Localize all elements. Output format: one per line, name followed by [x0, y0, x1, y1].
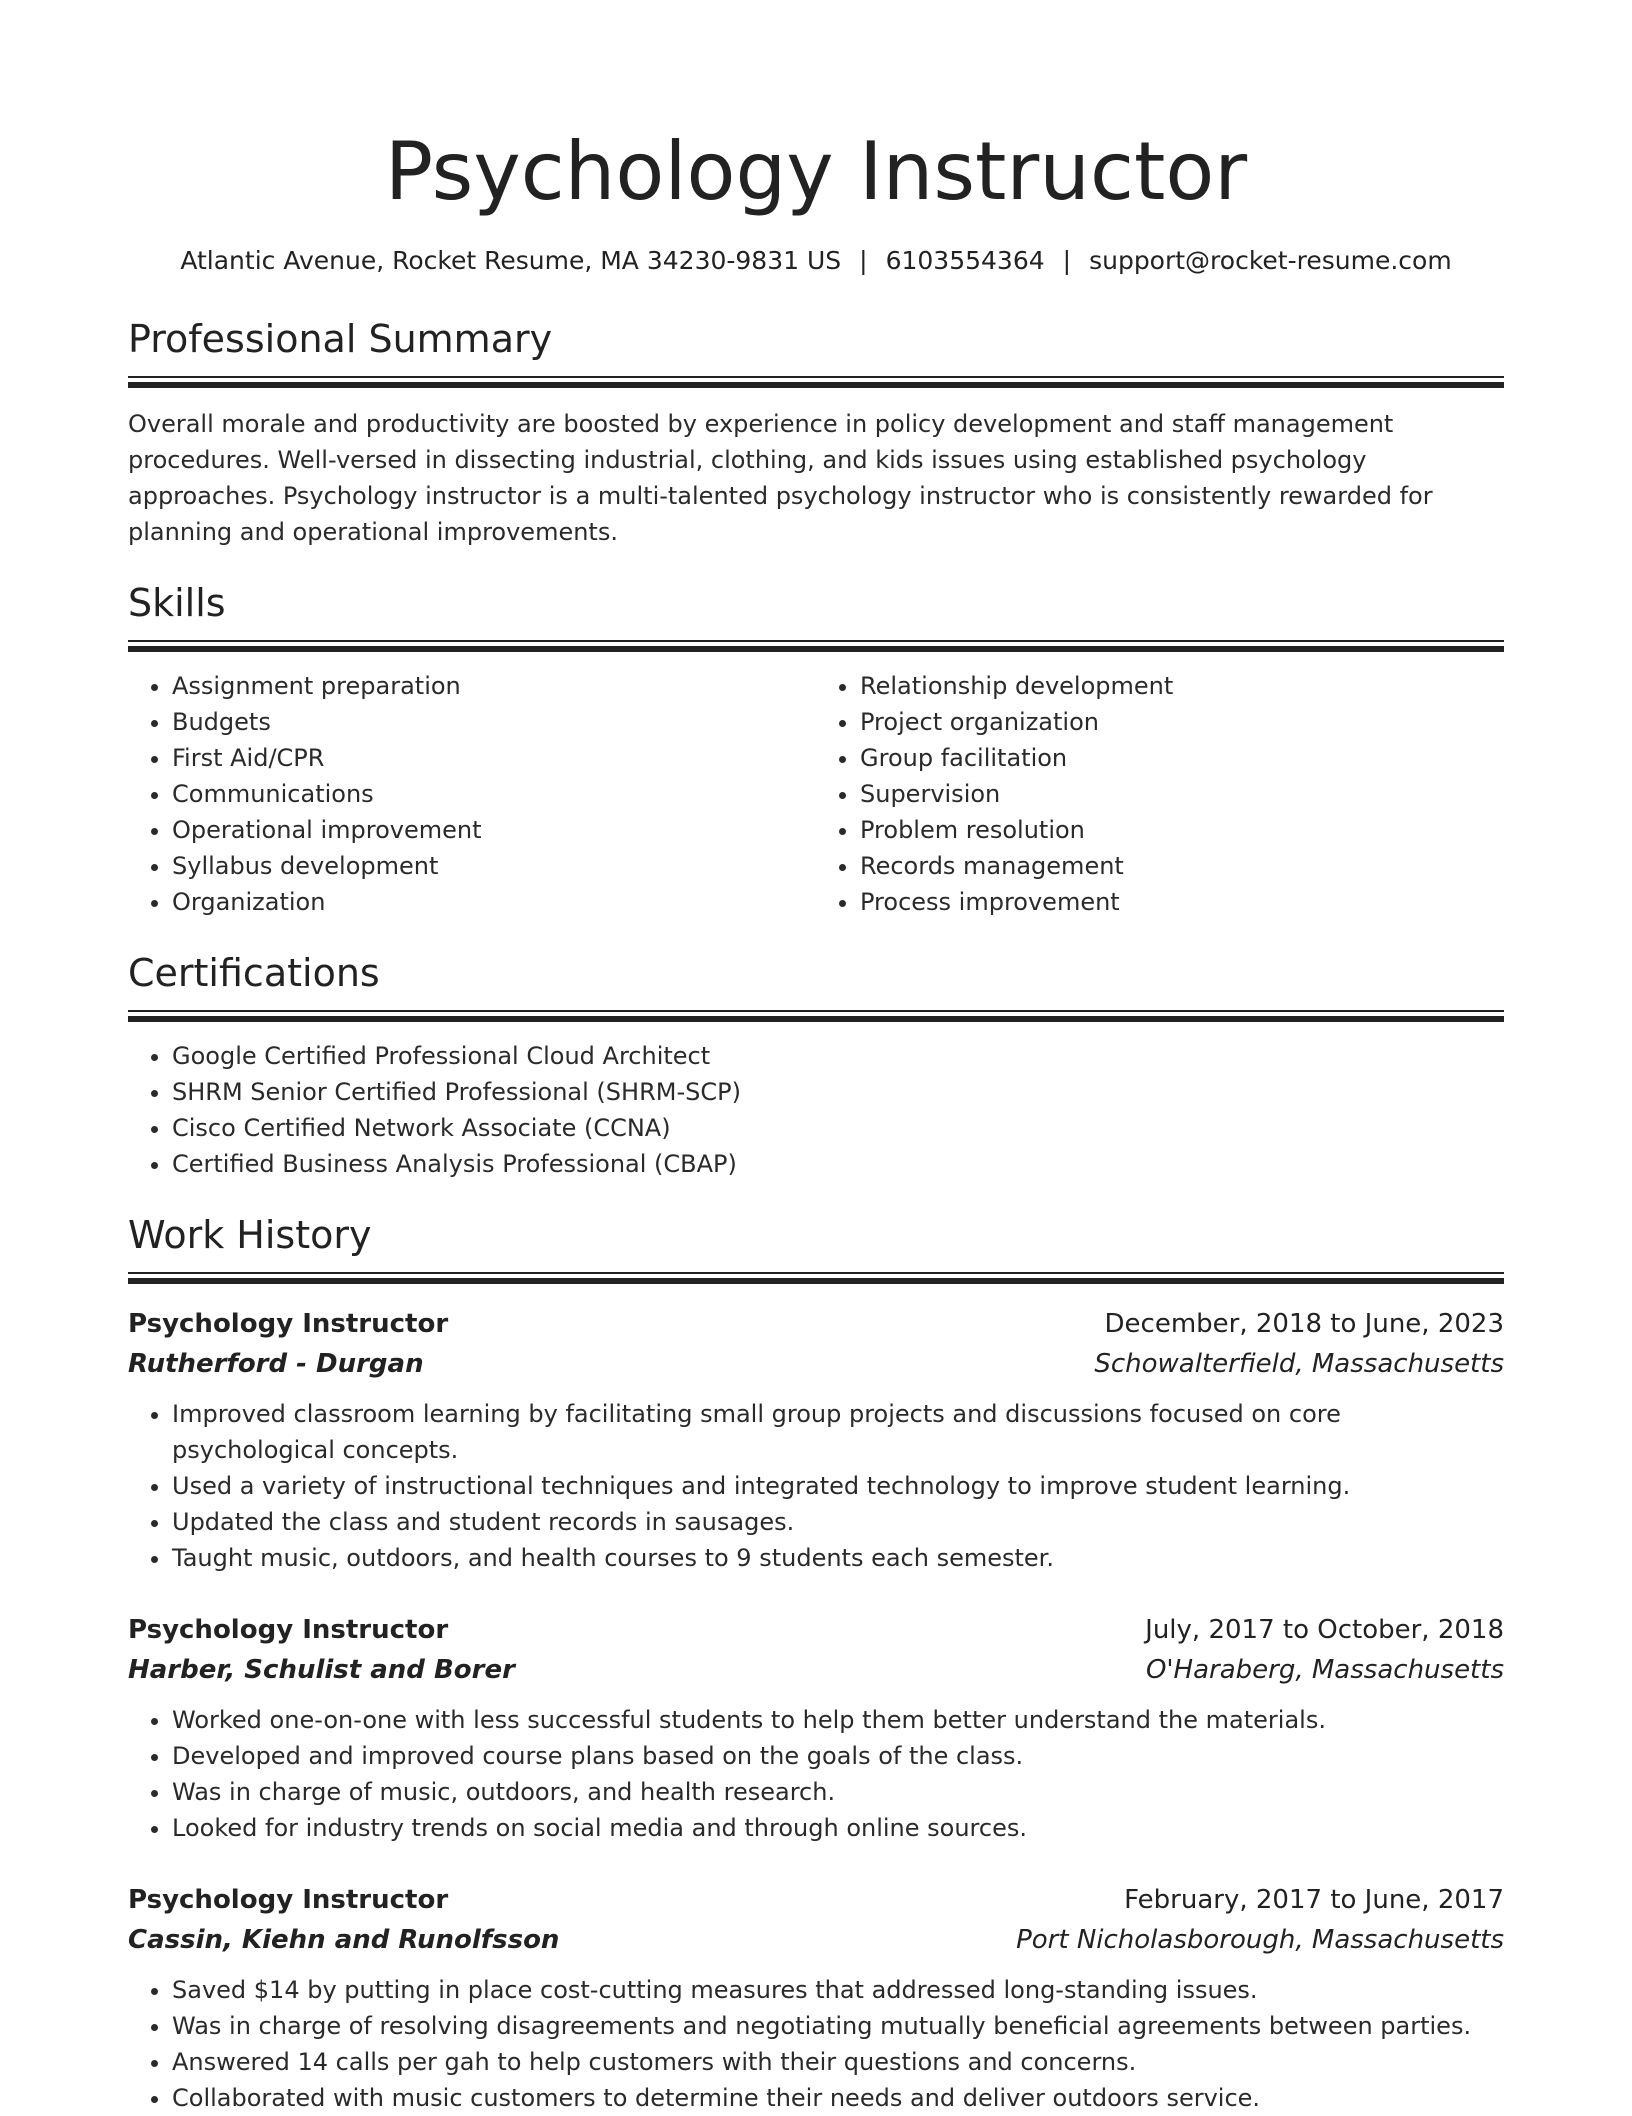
- job-bullets: [128, 1972, 1504, 2116]
- section-divider: [128, 1272, 1504, 1284]
- job-company-row: [128, 1920, 1504, 1960]
- job-bullet: • Saved $14 by putting in place cost-cutting measures that addressed long-standing issues.: [172, 1972, 1504, 2008]
- job-entry: [128, 1610, 1504, 1846]
- summary-section: [128, 316, 1504, 550]
- resume-title: Psychology Instructor: [384, 125, 1248, 218]
- certification-item: • SHRM Senior Certified Professional (SHRM-SCP): [172, 1074, 1504, 1110]
- certifications-list: [128, 1038, 1504, 1182]
- job-bullet: • Updated the class and student records in sausages.: [172, 1504, 1504, 1540]
- job-company: Cassin, Kiehn and Runolfsson: [128, 1925, 560, 1955]
- job-dates: February, 2017 to June, 2017: [1124, 1885, 1504, 1915]
- skills-heading: Skills: [128, 581, 226, 625]
- skill-item: • Relationship development: [860, 668, 1504, 704]
- job-title: Psychology Instructor: [128, 1309, 449, 1339]
- summary-heading: Professional Summary: [128, 317, 553, 361]
- contact-phone: 6103554364: [885, 246, 1045, 275]
- skill-item: • Process improvement: [860, 884, 1504, 920]
- job-bullet: • Developed and improved course plans based on the goals of the class.: [172, 1738, 1504, 1774]
- job-company-row: [128, 1344, 1504, 1384]
- job-location: Schowalterfield, Massachusetts: [1094, 1349, 1504, 1379]
- section-divider: [128, 640, 1504, 652]
- section-divider: [128, 376, 1504, 388]
- job-bullet: • Answered 14 calls per gah to help customers with their questions and concerns.: [172, 2044, 1504, 2080]
- job-dates: December, 2018 to June, 2023: [1104, 1309, 1504, 1339]
- certification-item: • Cisco Certified Network Associate (CCNA): [172, 1110, 1504, 1146]
- contact-address: Atlantic Avenue, Rocket Resume, MA 34230-9831 US: [180, 246, 842, 275]
- resume-page: [128, 0, 1504, 2116]
- certifications-heading: Certifications: [128, 951, 380, 995]
- job-header-row: [128, 1610, 1504, 1650]
- contact-line: [128, 244, 1504, 278]
- job-dates: July, 2017 to October, 2018: [1145, 1615, 1504, 1645]
- skills-grid: [128, 668, 1504, 920]
- work-history-section: [128, 1212, 1504, 2116]
- skill-item: • Supervision: [860, 776, 1504, 812]
- job-bullet: • Taught music, outdoors, and health courses to 9 students each semester.: [172, 1540, 1504, 1576]
- skills-left-list: [128, 668, 816, 920]
- skills-right-list: [816, 668, 1504, 920]
- certification-item: • Google Certified Professional Cloud Architect: [172, 1038, 1504, 1074]
- job-bullet: • Looked for industry trends on social media and through online sources.: [172, 1810, 1504, 1846]
- job-company: Harber, Schulist and Borer: [128, 1655, 515, 1685]
- job-company: Rutherford - Durgan: [128, 1349, 424, 1379]
- skills-section: [128, 580, 1504, 920]
- skill-item: • Communications: [172, 776, 816, 812]
- job-bullet: • Was in charge of music, outdoors, and health research.: [172, 1774, 1504, 1810]
- skill-item: • First Aid/CPR: [172, 740, 816, 776]
- job-bullet: • Improved classroom learning by facilitating small group projects and discussions focused on core psychological concepts.: [172, 1396, 1504, 1468]
- job-title: Psychology Instructor: [128, 1615, 449, 1645]
- skill-item: • Project organization: [860, 704, 1504, 740]
- work-history-heading: Work History: [128, 1213, 372, 1257]
- skill-item: • Records management: [860, 848, 1504, 884]
- contact-separator: |: [1062, 246, 1072, 275]
- job-bullets: [128, 1702, 1504, 1846]
- job-entry: [128, 1304, 1504, 1576]
- skill-item: • Problem resolution: [860, 812, 1504, 848]
- job-header-row: [128, 1880, 1504, 1920]
- job-header-row: [128, 1304, 1504, 1344]
- skill-item: • Assignment preparation: [172, 668, 816, 704]
- contact-separator: |: [859, 246, 868, 275]
- job-location: O'Haraberg, Massachusetts: [1145, 1655, 1504, 1685]
- job-title: Psychology Instructor: [128, 1885, 449, 1915]
- job-bullet: • Worked one-on-one with less successful students to help them better understand the materials.: [172, 1702, 1504, 1738]
- skill-item: • Group facilitation: [860, 740, 1504, 776]
- job-entry: [128, 1880, 1504, 2116]
- job-location: Port Nicholasborough, Massachusetts: [1016, 1925, 1504, 1955]
- job-bullet: • Used a variety of instructional techniques and integrated technology to improve student learning.: [172, 1468, 1504, 1504]
- skill-item: • Organization: [172, 884, 816, 920]
- job-company-row: [128, 1650, 1504, 1690]
- section-divider: [128, 1010, 1504, 1022]
- certifications-section: [128, 950, 1504, 1182]
- skill-item: • Syllabus development: [172, 848, 816, 884]
- certification-item: • Certified Business Analysis Professional (CBAP): [172, 1146, 1504, 1182]
- job-bullet: • Collaborated with music customers to determine their needs and deliver outdoors service.: [172, 2080, 1504, 2116]
- contact-email: support@rocket-resume.com: [1089, 246, 1452, 275]
- job-bullets: [128, 1396, 1504, 1576]
- job-bullet: • Was in charge of resolving disagreements and negotiating mutually beneficial agreements between parties.: [172, 2008, 1504, 2044]
- skill-item: • Operational improvement: [172, 812, 816, 848]
- summary-text: Overall morale and productivity are boosted by experience in policy development and staff management procedures. Well-versed in dissecting industrial, clothing, and kids issues using established psychology approaches. Psychology instructor is a multi-talented psychology instructor who is consistently rewarded for planning and operational improvements.: [128, 410, 1433, 546]
- skill-item: • Budgets: [172, 704, 816, 740]
